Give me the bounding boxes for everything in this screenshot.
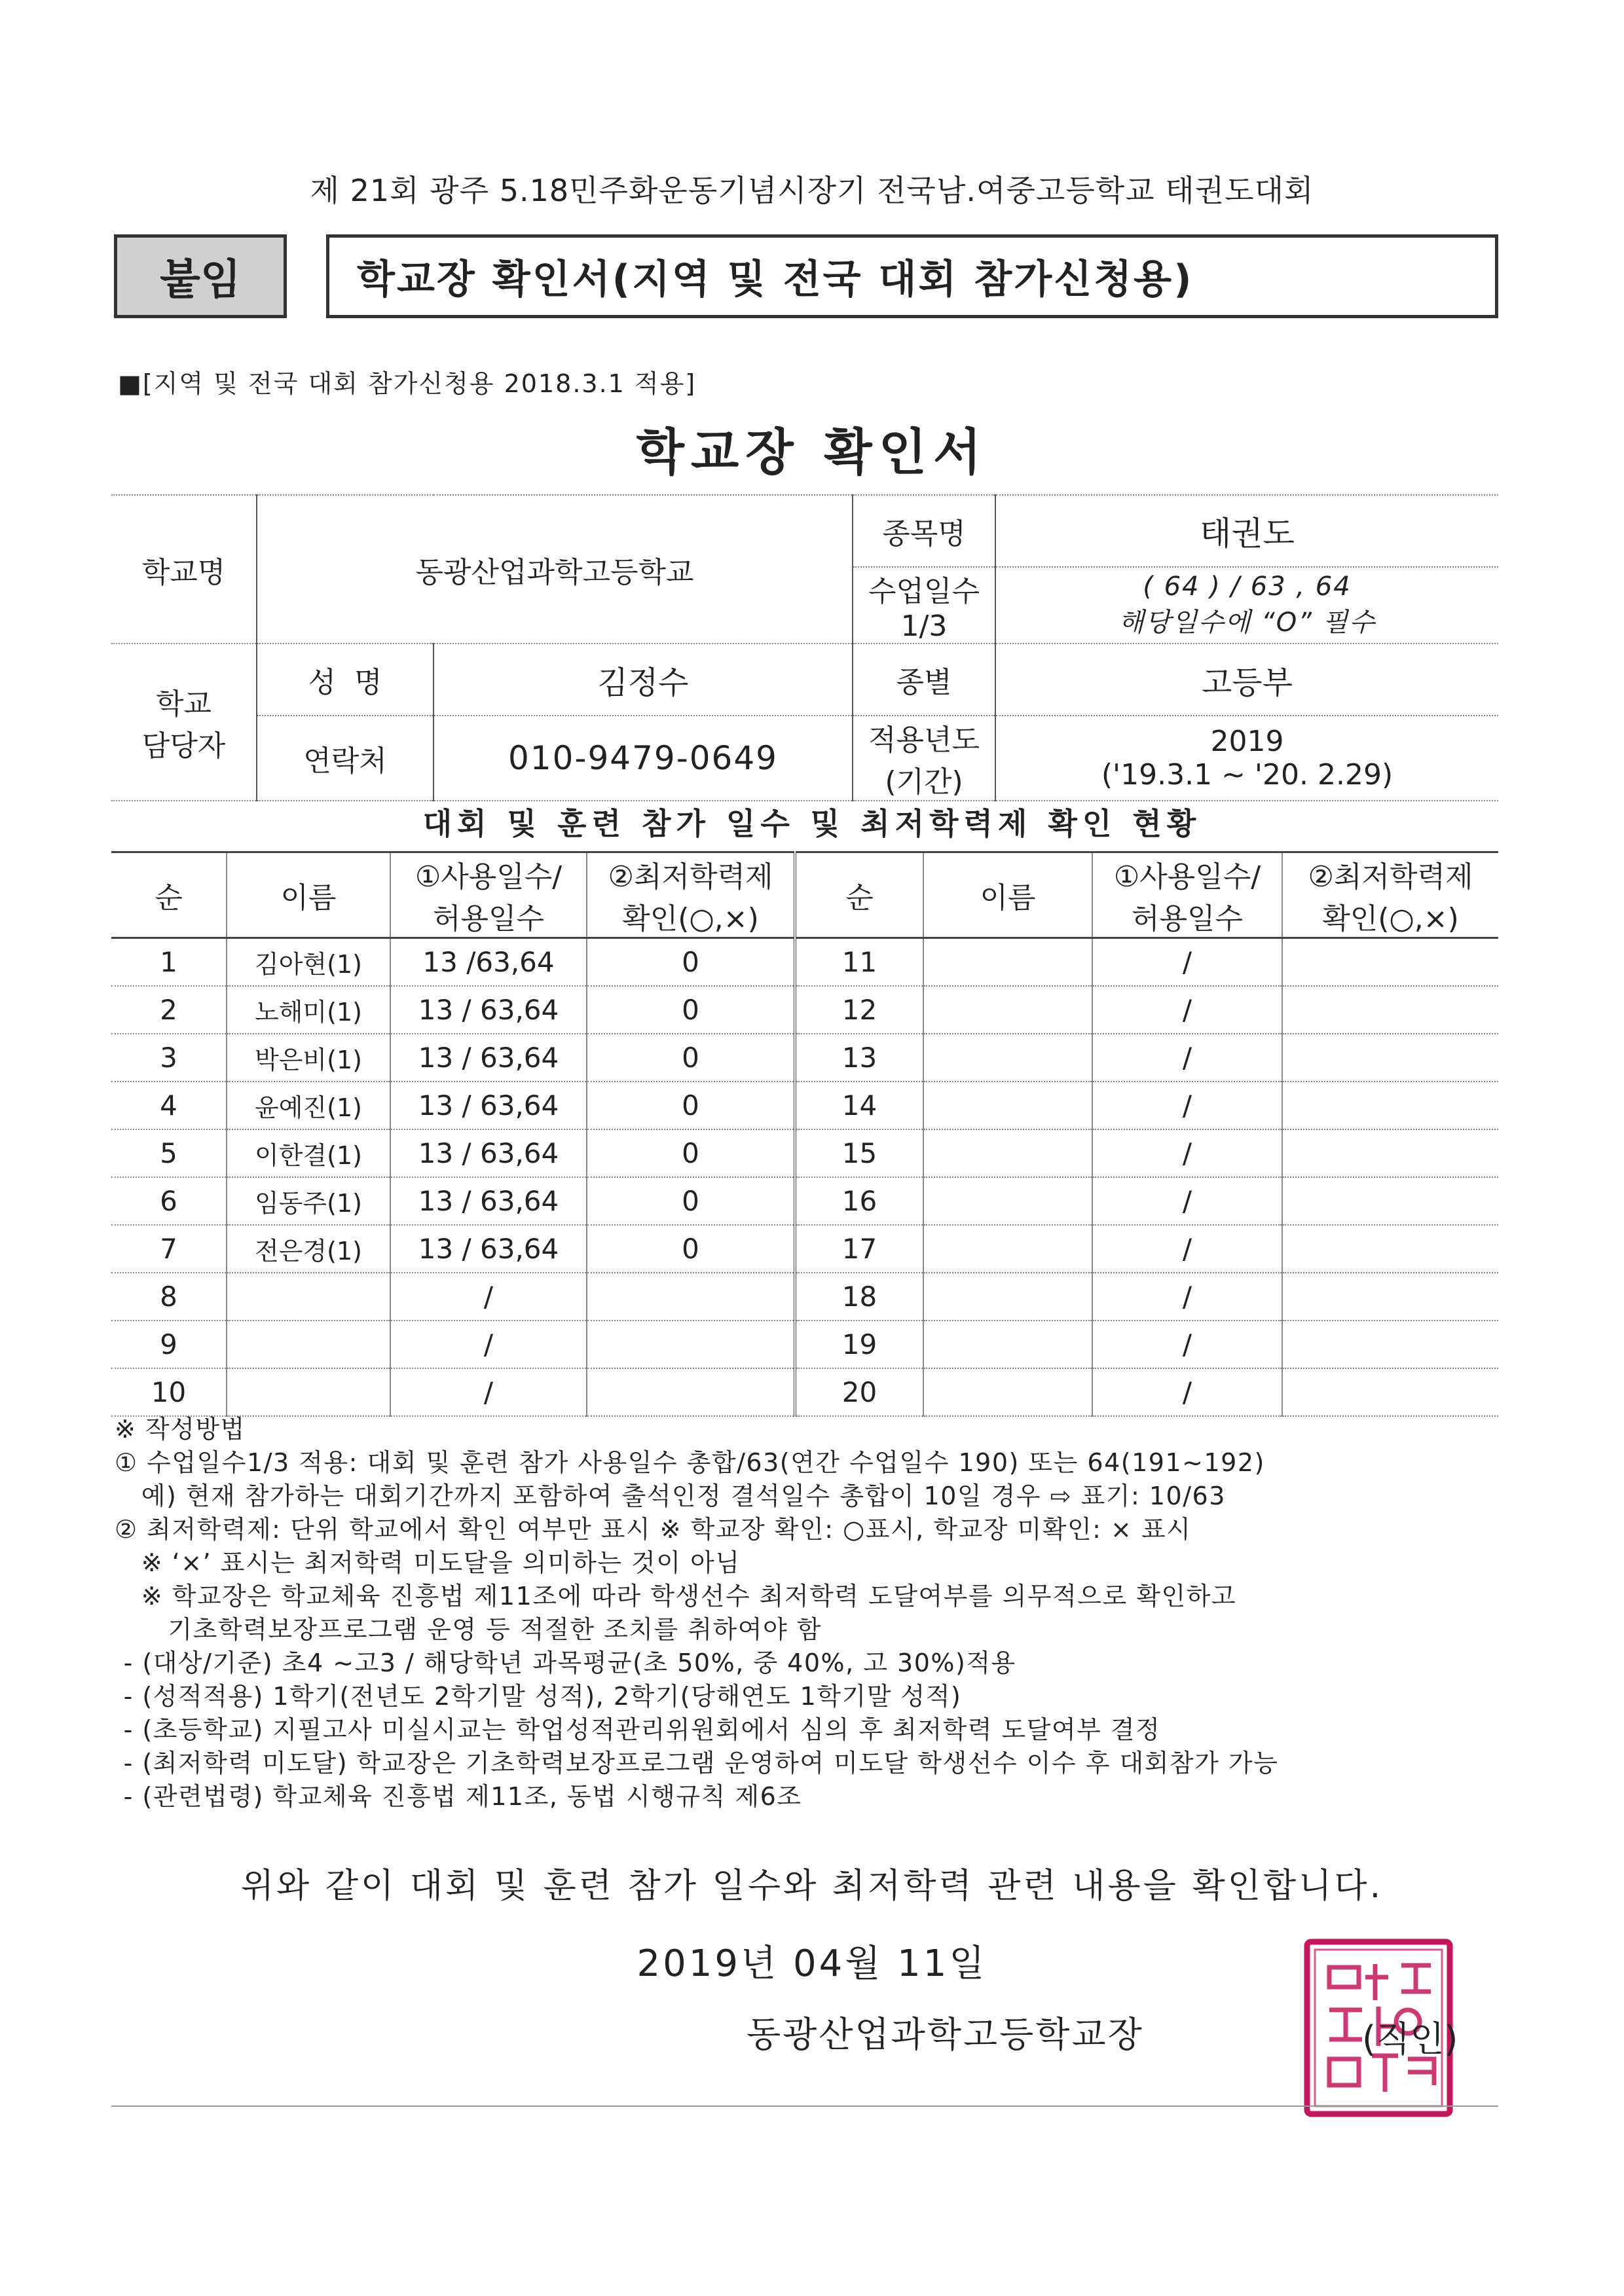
header-name-right: 이름	[923, 852, 1092, 938]
header-days-right	[1092, 852, 1282, 938]
row-days: 13 / 63,64	[390, 986, 587, 1034]
school-label: 학교명	[111, 495, 257, 644]
row-name-right	[923, 1129, 1092, 1177]
row-no-right: 17	[795, 1225, 923, 1273]
row-days: /	[390, 1368, 587, 1416]
table-row	[111, 1321, 1498, 1368]
instruction-line: ※ ‘×’ 표시는 최저학력 미도달을 의미하는 것이 아님	[115, 1548, 741, 1577]
row-days: 13 / 63,64	[390, 1034, 587, 1082]
manager-label	[111, 644, 257, 801]
year-number: 2019	[1210, 725, 1284, 758]
manager-label-line2: 담당자	[141, 729, 226, 763]
row-no: 6	[111, 1177, 227, 1225]
row-no-right: 12	[795, 986, 923, 1034]
header-no: 순	[111, 852, 227, 938]
year-value	[995, 716, 1498, 801]
row-name: 김아현(1)	[227, 938, 390, 987]
instruction-line: 예) 현재 참가하는 대회기간까지 포함하여 출석인정 결석일수 총합이 10일 경우 ⇨ 표기: 10/63	[115, 1482, 1226, 1510]
table-row	[111, 986, 1498, 1034]
school-head-signature: 동광산업과학고등학교장	[747, 2014, 1144, 2055]
row-name: 노해미(1)	[227, 986, 390, 1034]
row-days-right: /	[1092, 1082, 1282, 1129]
classdays-label-line2: 1/3	[900, 610, 948, 643]
division-label: 종별	[853, 644, 995, 716]
table-row	[111, 1368, 1498, 1416]
document-title: 학교장 확인서	[636, 423, 988, 481]
row-name-right	[923, 1368, 1092, 1416]
header-min-right-line2: 확인(○,×)	[1322, 902, 1459, 936]
row-name: 이한결(1)	[227, 1129, 390, 1177]
contact-label: 연락처	[257, 716, 434, 801]
row-days: /	[390, 1321, 587, 1368]
row-days: 13 / 63,64	[390, 1225, 587, 1273]
school-info-table	[111, 494, 1498, 801]
table-row	[111, 1177, 1498, 1225]
row-name-right	[923, 986, 1092, 1034]
instruction-line: ※ 학교장은 학교체육 진흥법 제11조에 따라 학생선수 최저학력 도달여부를 의무적으로 확인하고	[115, 1582, 1237, 1611]
row-days-right: /	[1092, 938, 1282, 987]
row-min-right	[1282, 938, 1498, 987]
row-min	[587, 1321, 795, 1368]
participation-rows	[111, 938, 1498, 1417]
row-days-right: /	[1092, 1177, 1282, 1225]
table-row	[111, 1082, 1498, 1129]
row-name: 임동주(1)	[227, 1177, 390, 1225]
confirmation-date: 2019년 04월 11일	[637, 1942, 987, 1985]
row-name-right	[923, 1082, 1092, 1129]
footer-divider	[111, 2105, 1498, 2107]
classdays-days: ( 64 ) / 63 , 64	[1143, 572, 1352, 602]
row-min: 0	[587, 1034, 795, 1082]
header-min-line1: ②최저학력제	[608, 860, 773, 894]
row-min: 0	[587, 1129, 795, 1177]
row-min-right	[1282, 1034, 1498, 1082]
row-min-right	[1282, 1082, 1498, 1129]
row-min-right	[1282, 1273, 1498, 1321]
year-label-line1: 적용년도	[868, 723, 980, 757]
row-name	[227, 1368, 390, 1416]
header-min	[587, 852, 795, 938]
row-min: 0	[587, 1177, 795, 1225]
instruction-line: - (대상/기준) 초4 ~고3 / 해당학년 과목평균(초 50%, 중 40%, 고 30%)적용	[115, 1649, 1016, 1677]
event-title: 제 21회 광주 5.18민주화운동기념시장기 전국남.여중고등학교 태권도대회	[310, 173, 1314, 208]
table-row	[111, 1225, 1498, 1273]
instruction-line: ② 최저학력제: 단위 학교에서 확인 여부만 표시 ※ 학교장 확인: ○표시, 학교장 미확인: × 표시	[115, 1515, 1192, 1544]
name-label: 성 명	[257, 644, 434, 716]
header-days	[390, 852, 587, 938]
table-row	[111, 938, 1498, 987]
header-days-right-line1: ①사용일수/	[1113, 860, 1261, 894]
row-days: /	[390, 1273, 587, 1321]
row-no: 10	[111, 1368, 227, 1416]
row-min-right	[1282, 1225, 1498, 1273]
row-days-right: /	[1092, 1225, 1282, 1273]
manager-label-line1: 학교	[155, 687, 212, 721]
row-no: 7	[111, 1225, 227, 1273]
participation-table	[111, 851, 1498, 1417]
row-no: 5	[111, 1129, 227, 1177]
table-row	[111, 1129, 1498, 1177]
row-days: 13 / 63,64	[390, 1177, 587, 1225]
header-days-line1: ①사용일수/	[415, 860, 563, 894]
row-min	[587, 1368, 795, 1416]
classdays-value	[995, 567, 1498, 644]
header-min-line2: 확인(○,×)	[622, 902, 759, 936]
row-name-right	[923, 1034, 1092, 1082]
row-no-right: 13	[795, 1034, 923, 1082]
row-no-right: 15	[795, 1129, 923, 1177]
row-no-right: 18	[795, 1273, 923, 1321]
header-days-line2: 허용일수	[432, 902, 544, 936]
row-min-right	[1282, 986, 1498, 1034]
row-name: 박은비(1)	[227, 1034, 390, 1082]
writing-instructions	[115, 1413, 1509, 1813]
row-no: 4	[111, 1082, 227, 1129]
row-name-right	[923, 1321, 1092, 1368]
applicability-note: ■[지역 및 전국 대회 참가신청용 2018.3.1 적용]	[118, 369, 697, 398]
row-no-right: 16	[795, 1177, 923, 1225]
row-days-right: /	[1092, 986, 1282, 1034]
section-title: 대회 및 훈련 참가 일수 및 최저학력제 확인 현황	[422, 806, 1202, 841]
header-no-right: 순	[795, 852, 923, 938]
division-value: 고등부	[995, 644, 1498, 716]
form-title-box: 학교장 확인서(지역 및 전국 대회 참가신청용)	[326, 234, 1498, 318]
instruction-line: - (최저학력 미도달) 학교장은 기초학력보장프로그램 운영하여 미도달 학생선수 이수 후 대회참가 가능	[115, 1749, 1279, 1777]
instruction-line: ① 수업일수1/3 적용: 대회 및 훈련 참가 사용일수 총합/63(연간 수업일수 190) 또는 64(191~192)	[115, 1448, 1265, 1477]
seal-mark: (직인)	[1362, 2018, 1458, 2060]
header-min-right-line1: ②최저학력제	[1308, 860, 1473, 894]
instruction-line: ※ 작성방법	[115, 1415, 246, 1444]
table-row	[111, 1273, 1498, 1321]
row-no-right: 19	[795, 1321, 923, 1368]
row-min: 0	[587, 1082, 795, 1129]
row-name-right	[923, 1177, 1092, 1225]
table-row	[111, 1034, 1498, 1082]
year-label	[853, 716, 995, 801]
row-name	[227, 1321, 390, 1368]
row-days: 13 /63,64	[390, 938, 587, 987]
classdays-note: 해당일수에 “O” 필수	[1118, 608, 1376, 638]
row-no: 8	[111, 1273, 227, 1321]
attachment-badge: 붙임	[114, 234, 287, 318]
row-min: 0	[587, 986, 795, 1034]
row-days-right: /	[1092, 1273, 1282, 1321]
participation-header-row	[111, 852, 1498, 938]
row-days-right: /	[1092, 1368, 1282, 1416]
row-days: 13 / 63,64	[390, 1082, 587, 1129]
sport-label: 종목명	[853, 495, 995, 567]
row-min-right	[1282, 1321, 1498, 1368]
instruction-line: - (성적적용) 1학기(전년도 2학기말 성적), 2학기(당해연도 1학기말 성적)	[115, 1682, 962, 1711]
row-min: 0	[587, 938, 795, 987]
row-name	[227, 1273, 390, 1321]
row-name-right	[923, 1225, 1092, 1273]
row-min-right	[1282, 1129, 1498, 1177]
year-label-line2: (기간)	[885, 765, 963, 799]
instruction-line: - (관련법령) 학교체육 진흥법 제11조, 동법 시행규칙 제6조	[115, 1782, 802, 1811]
row-no: 9	[111, 1321, 227, 1368]
instruction-line: - (초등학교) 지필고사 미실시교는 학업성적관리위원회에서 심의 후 최저학력 도달여부 결정	[115, 1715, 1161, 1744]
row-min-right	[1282, 1368, 1498, 1416]
sport-value: 태권도	[995, 495, 1498, 567]
year-period: ('19.3.1 ~ '20. 2.29)	[1101, 758, 1393, 792]
row-name: 전은경(1)	[227, 1225, 390, 1273]
classdays-label-line1: 수업일수	[868, 575, 980, 608]
instruction-line: 기초학력보장프로그램 운영 등 적절한 조치를 취하여야 함	[115, 1615, 822, 1644]
contact-value: 010-9479-0649	[434, 716, 853, 801]
confirmation-statement: 위와 같이 대회 및 훈련 참가 일수와 최저학력 관련 내용을 확인합니다.	[240, 1867, 1384, 1906]
row-no-right: 14	[795, 1082, 923, 1129]
row-days-right: /	[1092, 1034, 1282, 1082]
row-no-right: 20	[795, 1368, 923, 1416]
header-min-right	[1282, 852, 1498, 938]
row-min-right	[1282, 1177, 1498, 1225]
row-name: 윤예진(1)	[227, 1082, 390, 1129]
header-name: 이름	[227, 852, 390, 938]
row-name-right	[923, 938, 1092, 987]
row-days: 13 / 63,64	[390, 1129, 587, 1177]
row-days-right: /	[1092, 1129, 1282, 1177]
manager-name: 김정수	[434, 644, 853, 716]
row-no: 1	[111, 938, 227, 987]
row-name-right	[923, 1273, 1092, 1321]
row-no: 3	[111, 1034, 227, 1082]
row-days-right: /	[1092, 1321, 1282, 1368]
classdays-label	[853, 567, 995, 644]
header-days-right-line2: 허용일수	[1131, 902, 1243, 936]
row-no-right: 11	[795, 938, 923, 987]
school-name: 동광산업과학고등학교	[257, 495, 853, 644]
row-min	[587, 1273, 795, 1321]
row-no: 2	[111, 986, 227, 1034]
row-min: 0	[587, 1225, 795, 1273]
